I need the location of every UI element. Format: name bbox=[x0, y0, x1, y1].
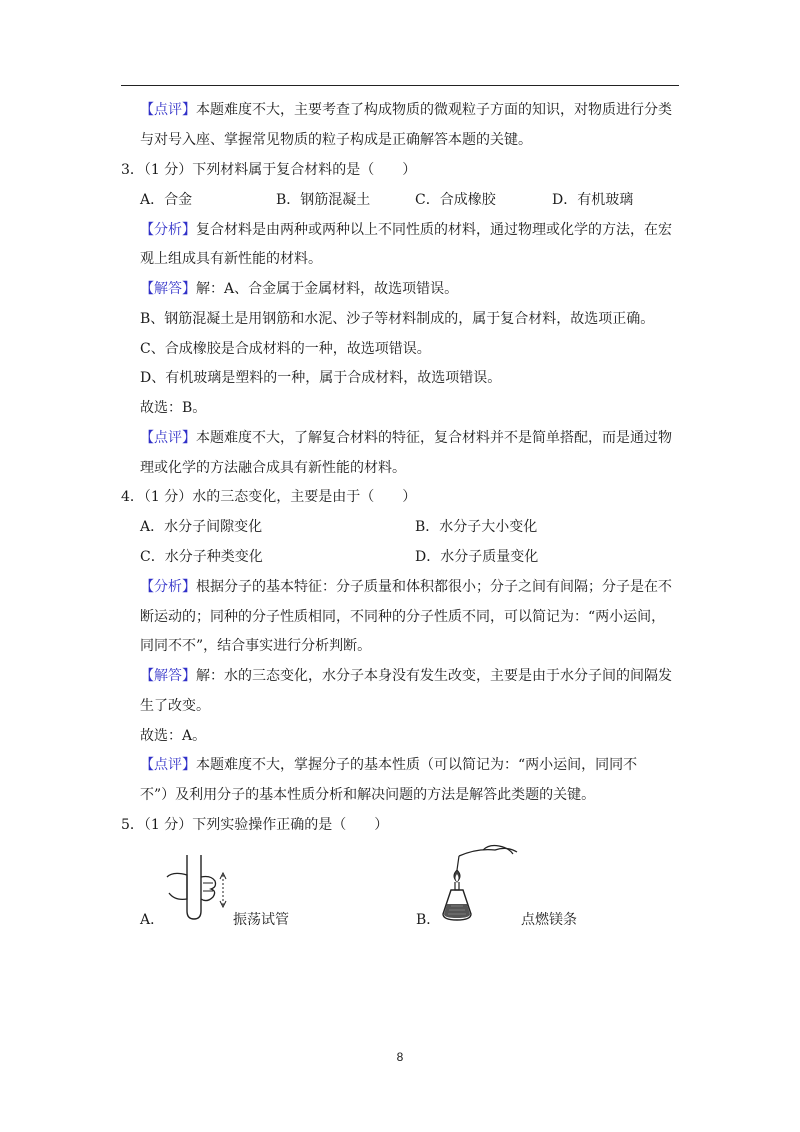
review-text: 本题难度不大，主要考查了构成物质的微观粒子方面的知识，对物质进行分类 bbox=[196, 102, 672, 118]
q4-option-c: C．水分子种类变化 bbox=[140, 549, 263, 565]
review-text: 本题难度不大，了解复合材料的特征，复合材料并不是简单搭配，而是通过物 bbox=[196, 430, 672, 446]
q5-option-a-caption: 振荡试管 bbox=[233, 912, 289, 928]
q4-answer bbox=[140, 667, 672, 685]
q3-review bbox=[140, 429, 672, 447]
q4-option-a: A．水分子间隙变化 bbox=[140, 519, 263, 535]
q3-analysis bbox=[140, 221, 672, 239]
review-tag: 【点评】 bbox=[140, 102, 196, 118]
q4-review bbox=[140, 756, 637, 774]
question-3-stem: 3．（1 分）下列材料属于复合材料的是（ ） bbox=[121, 162, 417, 178]
review-tag: 【点评】 bbox=[140, 757, 196, 773]
q4-option-b: B．水分子大小变化 bbox=[415, 519, 538, 535]
review-text-line: 理或化学的方法融合成具有新性能的材料。 bbox=[140, 460, 406, 476]
q3-option-b: B．钢筋混凝土 bbox=[276, 192, 371, 208]
question-4-stem: 4．（1 分）水的三态变化，主要是由于（ ） bbox=[121, 489, 417, 505]
answer-line: 故选：B。 bbox=[140, 400, 207, 416]
q3-option-c: C．合成橡胶 bbox=[415, 192, 496, 208]
review-text: 本题难度不大，掌握分子的基本性质（可以简记为：“两小运间，同同不 bbox=[196, 757, 638, 773]
answer-line: B、钢筋混凝土是用钢筋和水泥、沙子等材料制成的，属于复合材料，故选项正确。 bbox=[140, 311, 655, 327]
answer-text: 解：水的三态变化，水分子本身没有发生改变，主要是由于水分子间的间隔发 bbox=[196, 668, 672, 684]
burning-magnesium-figure bbox=[437, 842, 521, 924]
review-tag: 【点评】 bbox=[140, 430, 196, 446]
q3-option-a: A．合金 bbox=[140, 192, 193, 208]
answer-line: D、有机玻璃是塑料的一种，属于合成材料，故选项错误。 bbox=[140, 370, 502, 386]
q4-analysis bbox=[140, 578, 672, 596]
q4-option-d: D．水分子质量变化 bbox=[415, 549, 539, 565]
analysis-text-line: 断运动的；同种的分子性质相同，不同种的分子性质不同，可以简记为：“两小运间， bbox=[140, 609, 666, 625]
answer-line: 生了改变。 bbox=[140, 698, 210, 714]
review-text-line: 不”）及利用分子的基本性质分析和解决问题的方法是解答此类题的关键。 bbox=[140, 787, 596, 803]
q5-option-b-caption: 点燃镁条 bbox=[521, 912, 577, 928]
header-rule bbox=[121, 85, 679, 86]
question-5-stem: 5．（1 分）下列实验操作正确的是（ ） bbox=[121, 817, 389, 833]
answer-line: 故选：A。 bbox=[140, 728, 207, 744]
review-paragraph bbox=[140, 101, 672, 119]
q3-answer bbox=[140, 280, 458, 298]
answer-text: 解：A、合金属于金属材料，故选项错误。 bbox=[196, 281, 459, 297]
answer-tag: 【解答】 bbox=[140, 281, 196, 297]
answer-tag: 【解答】 bbox=[140, 668, 196, 684]
q5-option-a-letter: A． bbox=[140, 912, 165, 928]
answer-line: C、合成橡胶是合成材料的一种，故选项错误。 bbox=[140, 341, 431, 357]
q5-option-b-letter: B． bbox=[416, 912, 441, 928]
review-text-line: 与对号入座、掌握常见物质的粒子构成是正确解答本题的关键。 bbox=[140, 132, 532, 148]
analysis-text-line: 观上组成具有新性能的材料。 bbox=[140, 251, 322, 267]
analysis-tag: 【分析】 bbox=[140, 579, 196, 595]
analysis-text-line: 同同不不”，结合事实进行分析判断。 bbox=[140, 638, 372, 654]
analysis-tag: 【分析】 bbox=[140, 222, 196, 238]
q3-option-d: D．有机玻璃 bbox=[552, 192, 634, 208]
analysis-text: 根据分子的基本特征：分子质量和体积都很小；分子之间有间隔；分子是在不 bbox=[196, 579, 672, 595]
page-number: 8 bbox=[396, 1050, 404, 1064]
shaking-test-tube-figure bbox=[163, 853, 233, 925]
analysis-text: 复合材料是由两种或两种以上不同性质的材料，通过物理或化学的方法，在宏 bbox=[196, 222, 672, 238]
